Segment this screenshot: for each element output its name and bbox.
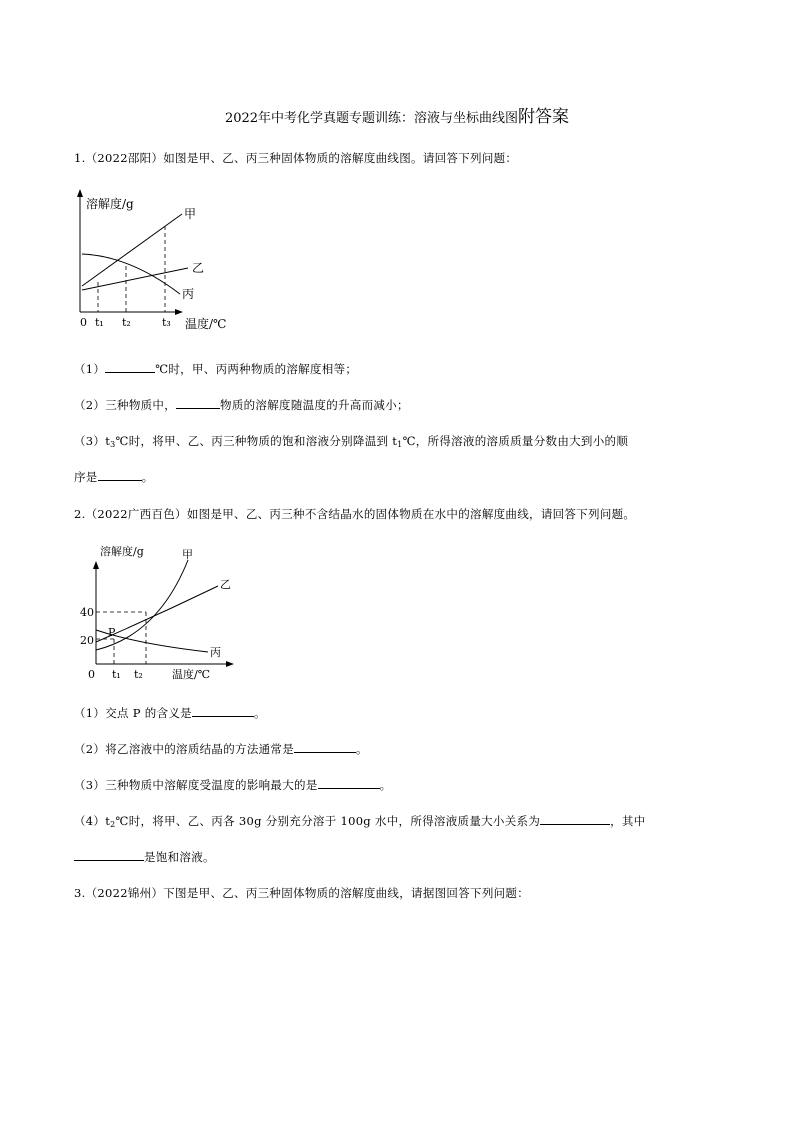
q1-origin: 0 xyxy=(80,316,87,329)
q1-tick-t2: t₂ xyxy=(122,316,131,329)
q2-label-yi: 乙 xyxy=(220,578,231,591)
q1-tick-t3: t₃ xyxy=(162,316,171,329)
q3-stem: 3.（2022锦州）下图是甲、乙、丙三种固体物质的溶解度曲线，请据图回答下列问题： xyxy=(74,886,530,900)
q2-blank2[interactable] xyxy=(294,742,356,753)
q2-point-p: P xyxy=(108,626,116,639)
q2-ytick-40: 40 xyxy=(80,606,94,619)
q2-solubility-chart xyxy=(78,540,248,682)
q1-blank1[interactable] xyxy=(105,362,155,373)
q2-origin: 0 xyxy=(88,668,95,681)
q2-label-bing: 丙 xyxy=(210,646,221,659)
q1-label-jia: 甲 xyxy=(184,207,197,221)
q1-y-arrow xyxy=(77,189,83,197)
q1-ylabel: 溶解度/g xyxy=(86,197,134,211)
q2-ylabel: 溶解度/g xyxy=(100,545,144,558)
q2-stem: 2.（2022广西百色）如图是甲、乙、丙三种不含结晶水的固体物质在水中的溶解度曲线，请回答下列问题。 xyxy=(74,507,636,521)
q1-label-yi: 乙 xyxy=(192,261,205,275)
q1-curve-yi xyxy=(82,268,188,290)
q2-ytick-20: 20 xyxy=(80,634,94,647)
q1-solubility-chart xyxy=(70,186,240,334)
q2-blank4[interactable] xyxy=(540,814,610,825)
q1-curve-bing xyxy=(82,254,180,294)
q1-blank2[interactable] xyxy=(176,398,220,409)
q1-part3: $(3)t_3℃$时，将甲、乙、丙三种物质的饱和溶液分别降温到 $t_1℃$，所得溶液的溶质质量分数由大到小的顺 xyxy=(74,434,629,449)
q2-x-arrow xyxy=(226,661,234,667)
q1-curve-jia xyxy=(82,214,182,286)
q2-part4: $(4)t_2℃$时，将甲、乙、丙各 30g 分别充分溶于 100g 水中，所得溶液质量大小关系为 ，其中 xyxy=(74,814,646,829)
q1-part1: （1） ℃时，甲、丙两种物质的溶解度相等； xyxy=(74,362,358,376)
q1-part3-cont: 序是 。 xyxy=(74,470,154,484)
q2-part3: （3）三种物质中溶解度受温度的影响最大的是 。 xyxy=(74,778,392,792)
q1-x-arrow xyxy=(175,309,183,315)
q2-tick-t2: t₂ xyxy=(134,668,143,681)
q2-part2: （2）将乙溶液中的溶质结晶的方法通常是 。 xyxy=(74,742,368,756)
q1-tick-t1: t₁ xyxy=(95,316,104,329)
q2-y-arrow xyxy=(93,561,99,569)
q2-label-jia: 甲 xyxy=(182,548,193,561)
q2-blank3[interactable] xyxy=(318,778,380,789)
q1-blank3[interactable] xyxy=(98,470,142,481)
q2-tick-t1: t₁ xyxy=(112,668,121,681)
q2-blank1[interactable] xyxy=(192,706,254,717)
q2-part4-cont: 是饱和溶液。 xyxy=(74,849,215,865)
q1-xlabel: 温度/℃ xyxy=(185,317,227,331)
page-title xyxy=(0,102,794,127)
q1-label-bing: 丙 xyxy=(182,287,195,301)
title-suffix: 附答案 xyxy=(518,107,570,127)
title-main: 2022年中考化学真题专题训练：溶液与坐标曲线图 xyxy=(224,111,519,126)
q2-blank5[interactable] xyxy=(74,850,144,861)
q1-stem: 1.（2022邵阳）如图是甲、乙、丙三种固体物质的溶解度曲线图。请回答下列问题： xyxy=(74,151,518,165)
q2-xlabel: 温度/℃ xyxy=(172,668,211,681)
q2-part1: （1）交点 P 的含义是 。 xyxy=(74,706,266,720)
q1-part2: （2）三种物质中， 物质的溶解度随温度的升高而减小； xyxy=(74,398,409,412)
